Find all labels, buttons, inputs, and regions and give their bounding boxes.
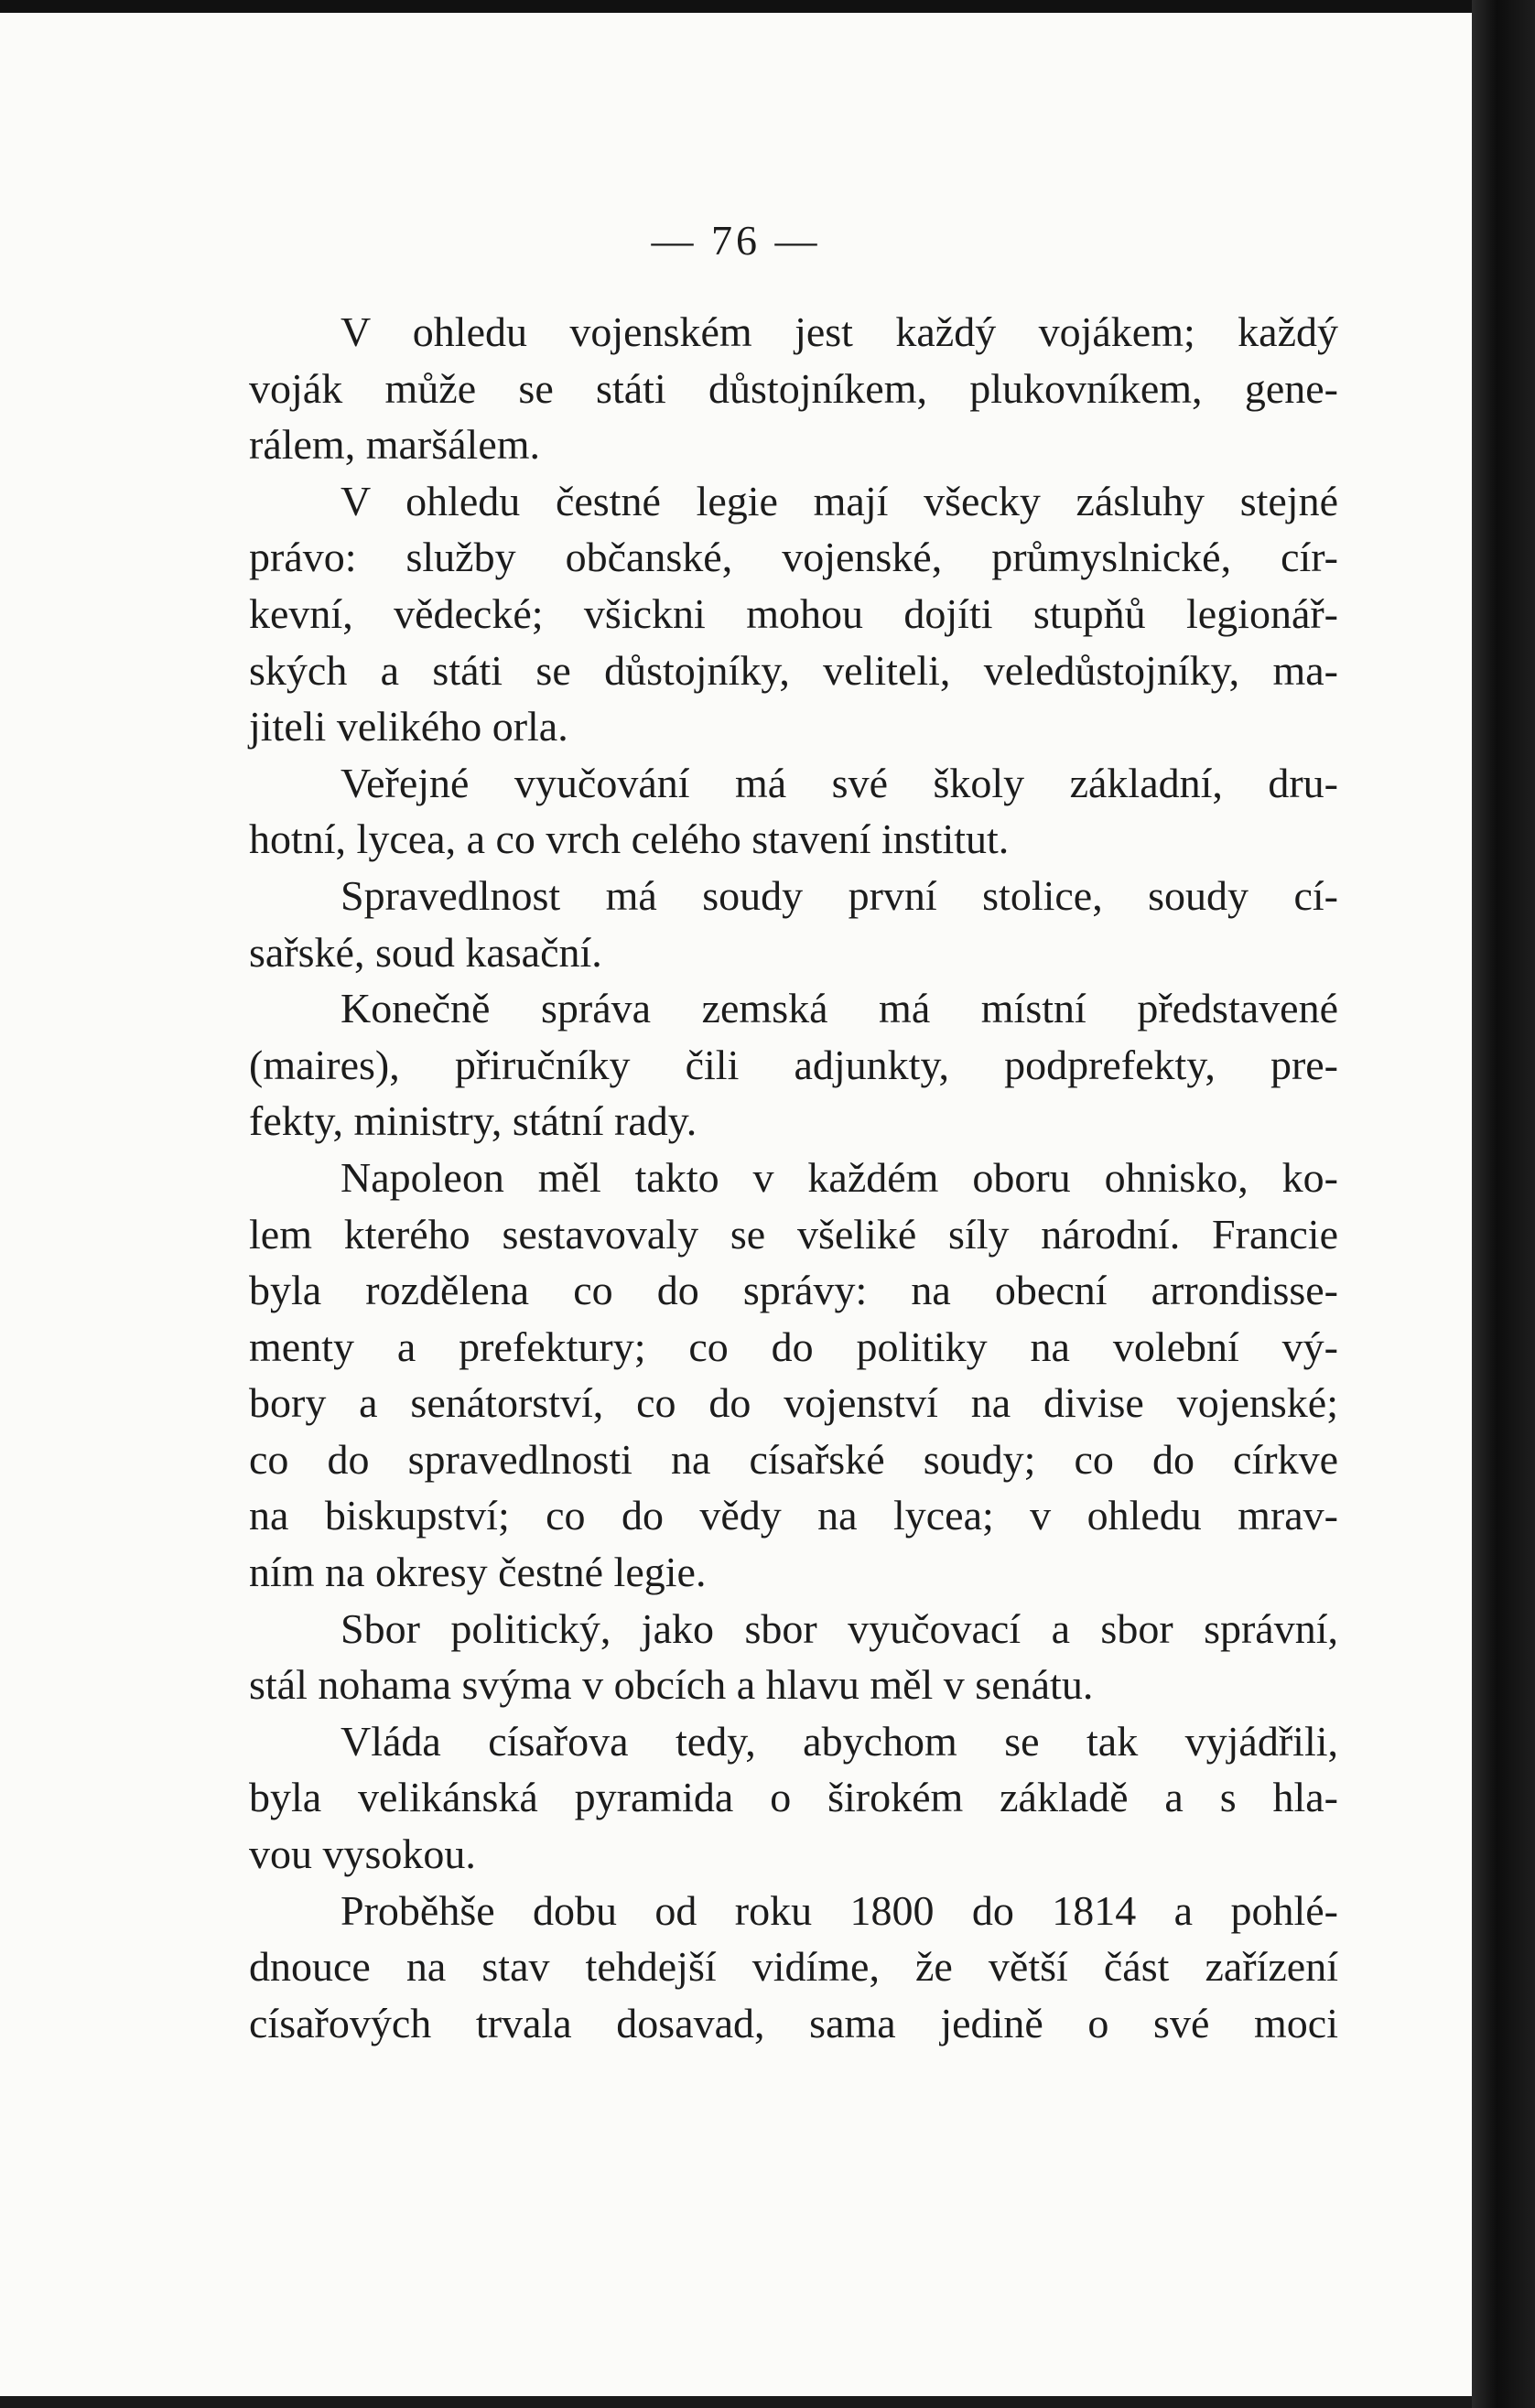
text-line: byla velikánská pyramida o širokém základě a s hla- [249, 1774, 1338, 1821]
text-line: Vláda císařova tedy, abychom se tak vyjádřili, [341, 1717, 1338, 1765]
text-line: hotní, lycea, a co vrch celého stavení institut. [249, 815, 1010, 863]
paragraph [249, 473, 1338, 755]
paragraph [249, 1150, 1338, 1601]
book-page [0, 13, 1472, 2396]
paragraph [249, 755, 1338, 868]
text-line: Spravedlnost má soudy první stolice, soudy cí- [341, 871, 1338, 919]
text-line: právo: služby občanské, vojenské, průmyslnické, cír- [249, 534, 1338, 581]
text-line: Napoleon měl takto v každém oboru ohnisko, ko- [341, 1153, 1338, 1201]
paragraph [249, 1883, 1338, 2052]
scan-top-edge [0, 0, 1472, 13]
text-line: Sbor politický, jako sbor vyučovací a sbor správní, [341, 1604, 1338, 1652]
paragraph [249, 1601, 1338, 1713]
text-line: na biskupství; co do vědy na lycea; v ohledu mrav- [249, 1492, 1338, 1539]
page-number: — 76 — [651, 217, 821, 264]
text-line: stál nohama svýma v obcích a hlavu měl v senátu. [249, 1661, 1094, 1709]
text-line: V ohledu čestné legie mají všecky zásluhy stejné [341, 477, 1338, 524]
text-line: Veřejné vyučování má své školy základní, dru- [341, 759, 1338, 806]
paragraph [249, 304, 1338, 473]
text-line: menty a prefektury; co do politiky na volební vý- [249, 1323, 1338, 1370]
text-line: voják může se státi důstojníkem, plukovníkem, gene- [249, 364, 1338, 412]
text-line: (maires), přiručníky čili adjunkty, podprefekty, pre- [249, 1041, 1338, 1088]
text-line: kevní, vědecké; všickni mohou dojíti stupňů legionář- [249, 589, 1338, 637]
text-line: rálem, maršálem. [249, 421, 541, 469]
text-line: V ohledu vojenském jest každý vojákem; každý [341, 308, 1338, 355]
text-line: bory a senátorství, co do vojenství na divise vojenské; [249, 1379, 1338, 1427]
scan-right-edge [1472, 0, 1535, 2408]
text-line: císařových trvala dosavad, sama jedině o své moci [249, 1999, 1338, 2046]
text-line: fekty, ministry, státní rady. [249, 1097, 697, 1145]
text-line: byla rozdělena co do správy: na obecní arrondisse- [249, 1267, 1338, 1314]
text-line: vou vysokou. [249, 1830, 476, 1878]
text-line: Konečně správa zemská má místní představené [341, 985, 1338, 1032]
paragraph [249, 980, 1338, 1150]
text-line: ním na okresy čestné legie. [249, 1549, 707, 1596]
text-line: ských a státi se důstojníky, veliteli, veledůstojníky, ma- [249, 646, 1338, 694]
text-line: jiteli velikého orla. [249, 703, 568, 750]
body-text [249, 304, 1338, 2051]
text-line: dnouce na stav tehdejší vidíme, že větší část zařízení [249, 1943, 1338, 1991]
text-line: sařské, soud kasační. [249, 928, 602, 976]
paragraph [249, 868, 1338, 980]
paragraph [249, 1713, 1338, 1883]
text-line: Proběhše dobu od roku 1800 do 1814 a pohlé- [341, 1886, 1338, 1934]
text-line: co do spravedlnosti na císařské soudy; co do církve [249, 1435, 1338, 1483]
text-line: lem kterého sestavovaly se všeliké síly národní. Francie [249, 1210, 1338, 1258]
